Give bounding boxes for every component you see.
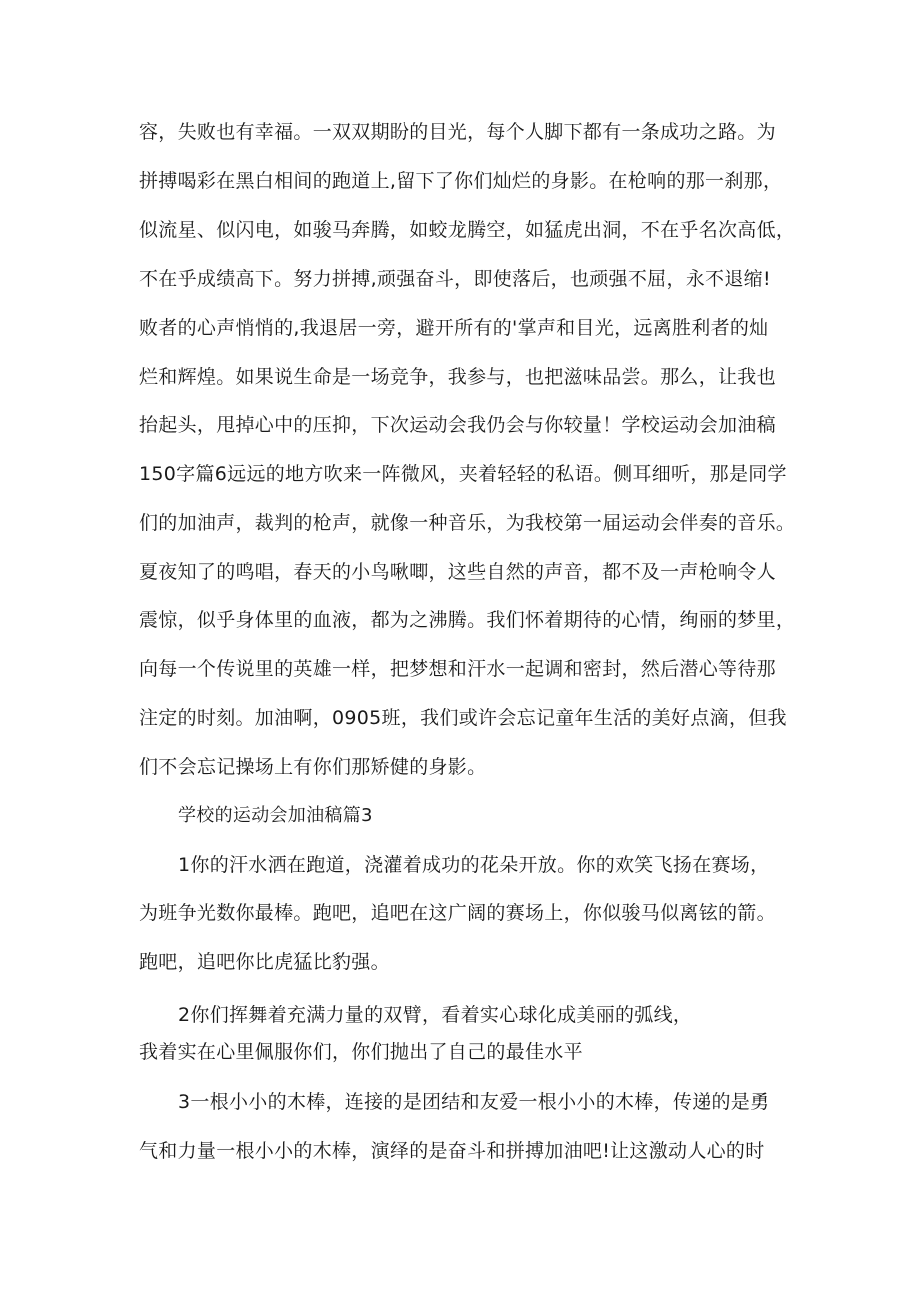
item-3-line: 3一根小小的木棒，连接的是团结和友爱一根小小的木棒，传递的是勇 — [178, 1091, 770, 1113]
paragraph-line: 向每一个传说里的英雄一样，把梦想和汗水一起调和密封，然后潜心等待那 — [139, 658, 776, 680]
item-2-line: 2你们挥舞着充满力量的双臂，看着实心球化成美丽的弧线， — [178, 1004, 693, 1026]
paragraph-line: 们不会忘记操场上有你们那矫健的身影。 — [139, 756, 487, 778]
section-heading: 学校的运动会加油稿篇3 — [178, 805, 373, 826]
paragraph-line: 容，失败也有幸福。一双双期盼的目光，每个人脚下都有一条成功之路。为 — [139, 121, 776, 143]
item-2-line: 我着实在心里佩服你们，你们抛出了自己的最佳水平 — [139, 1041, 583, 1063]
paragraph-line: 注定的时刻。加油啊，0905班，我们或许会忘记童年生活的美好点滴，但我 — [139, 707, 787, 729]
item-1-line: 跑吧，追吧你比虎猛比豹强。 — [139, 951, 390, 973]
item-1-line: 1你的汗水洒在跑道，浇灌着成功的花朵开放。你的欢笑飞扬在赛场， — [178, 854, 770, 876]
paragraph-line: 们的加油声，裁判的枪声，就像一种音乐，为我校第一届运动会伴奏的音乐。 — [139, 512, 796, 534]
paragraph-line: 烂和辉煌。如果说生命是一场竞争，我参与，也把滋味品尝。那么，让我也 — [139, 366, 776, 388]
paragraph-line: 败者的心声悄悄的,我退居一旁，避开所有的'掌声和目光，远离胜利者的灿 — [139, 317, 769, 339]
paragraph-line: 不在乎成绩高下。努力拼搏,顽强奋斗，即使落后，也顽强不屈，永不退缩! — [139, 268, 771, 290]
item-1-line: 为班争光数你最棒。跑吧，追吧在这广阔的赛场上，你似骏马似离铉的箭。 — [139, 902, 776, 924]
paragraph-line: 似流星、似闪电，如骏马奔腾，如蛟龙腾空，如猛虎出洞，不在乎名次高低， — [139, 219, 796, 241]
paragraph-line: 震惊，似乎身体里的血液，都为之沸腾。我们怀着期待的心情，绚丽的梦里， — [139, 609, 796, 631]
item-3-line: 气和力量一根小小的木棒，演绎的是奋斗和拼搏加油吧!让这激动人心的时 — [139, 1140, 765, 1162]
paragraph-line: 抬起头，甩掉心中的压抑，下次运动会我仍会与你较量！学校运动会加油稿 — [139, 414, 776, 436]
paragraph-line: 夏夜知了的鸣唱，春天的小鸟啾唧，这些自然的声音，都不及一声枪响令人 — [139, 561, 776, 583]
paragraph-line: 拼搏喝彩在黑白相间的跑道上,留下了你们灿烂的身影。在枪响的那一刹那， — [139, 170, 783, 192]
paragraph-line: 150字篇6远远的地方吹来一阵微风，夹着轻轻的私语。侧耳细听，那是同学 — [139, 463, 787, 485]
